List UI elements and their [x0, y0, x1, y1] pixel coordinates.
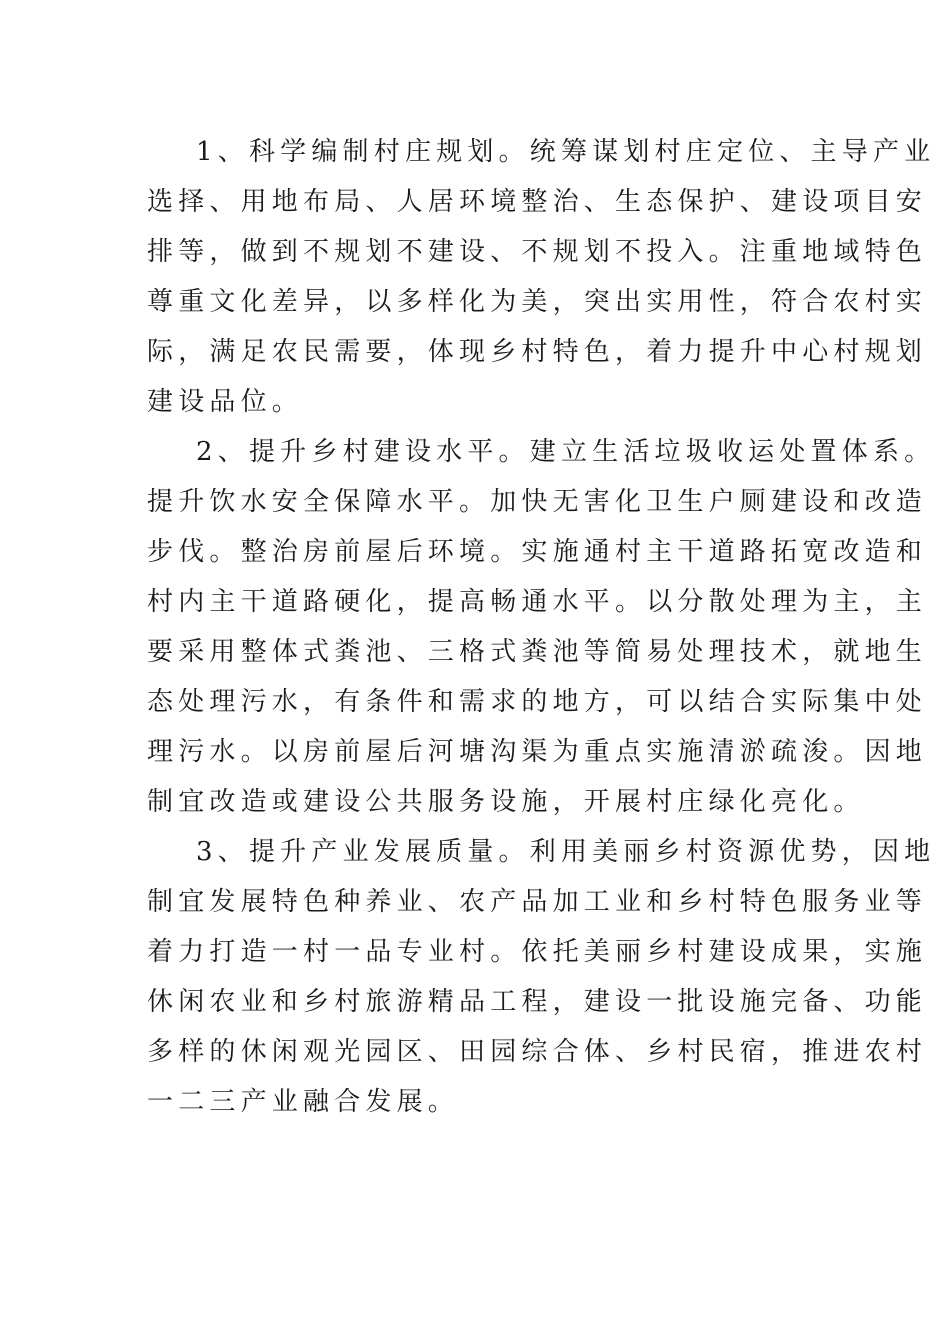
paragraph-2-line-3: 步伐。整治房前屋后环境。实施通村主干道路拓宽改造和 [147, 537, 928, 567]
paragraph-1-line-1: 1、科学编制村庄规划。统筹谋划村庄定位、主导产业 [196, 137, 936, 167]
paragraph-3-line-5: 多样的休闲观光园区、田园综合体、乡村民宿，推进农村 [147, 1037, 928, 1067]
paragraph-2-line-1: 2、提升乡村建设水平。建立生活垃圾收运处置体系。 [196, 437, 936, 467]
paragraph-2-line-8: 制宜改造或建设公共服务设施，开展村庄绿化亮化。 [147, 787, 865, 817]
paragraph-1-line-3: 排等，做到不规划不建设、不规划不投入。注重地域特色 [147, 237, 928, 267]
paragraph-3-line-4: 休闲农业和乡村旅游精品工程，建设一批设施完备、功能 [147, 987, 928, 1017]
paragraph-2-line-6: 态处理污水，有条件和需求的地方，可以结合实际集中处 [147, 687, 928, 717]
paragraph-3-line-2: 制宜发展特色种养业、农产品加工业和乡村特色服务业等 [147, 887, 928, 917]
paragraph-3-line-3: 着力打造一村一品专业村。依托美丽乡村建设成果，实施 [147, 937, 928, 967]
paragraph-2-line-4: 村内主干道路硬化，提高畅通水平。以分散处理为主，主 [147, 587, 928, 617]
paragraph-3-line-6: 一二三产业融合发展。 [147, 1087, 460, 1117]
paragraph-1-line-6: 建设品位。 [147, 387, 304, 417]
paragraph-3-line-1: 3、提升产业发展质量。利用美丽乡村资源优势，因地 [196, 837, 936, 867]
paragraph-1-line-2: 选择、用地布局、人居环境整治、生态保护、建设项目安 [147, 187, 928, 217]
paragraph-2-line-5: 要采用整体式粪池、三格式粪池等简易处理技术，就地生 [147, 637, 928, 667]
paragraph-1-line-5: 际，满足农民需要，体现乡村特色，着力提升中心村规划 [147, 337, 928, 367]
paragraph-2-line-7: 理污水。以房前屋后河塘沟渠为重点实施清淤疏浚。因地 [147, 737, 928, 767]
paragraph-1-line-4: 尊重文化差异，以多样化为美，突出实用性，符合农村实 [147, 287, 928, 317]
paragraph-2-line-2: 提升饮水安全保障水平。加快无害化卫生户厕建设和改造 [147, 487, 928, 517]
